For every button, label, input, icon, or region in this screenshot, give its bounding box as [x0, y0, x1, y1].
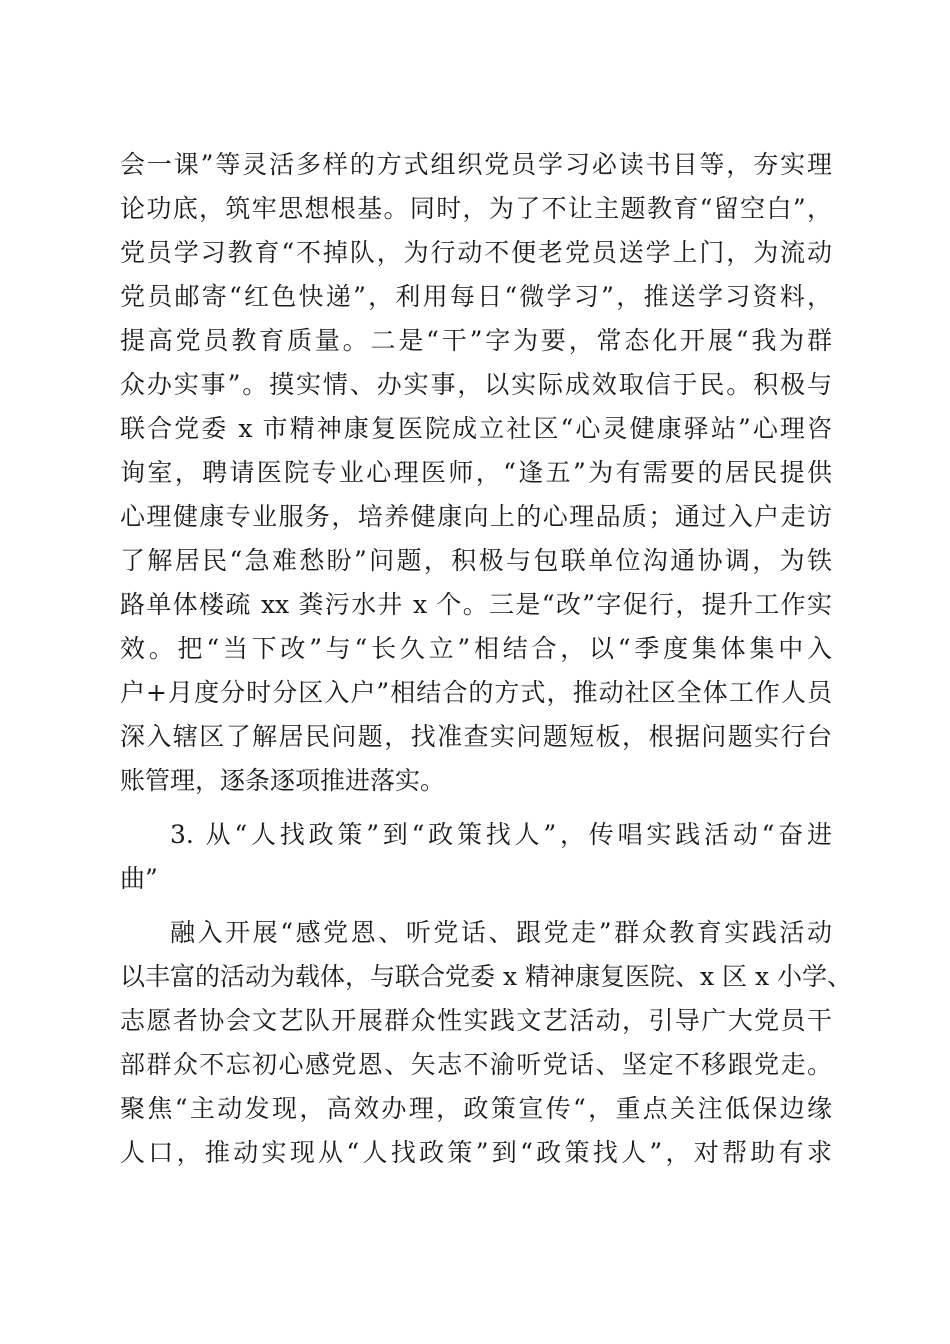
- body-text-line: 心理健康专业服务，培养健康向上的心理品质；通过入户走访: [120, 502, 832, 531]
- body-text-line: 会一课”等灵活多样的方式组织党员学习必读书目等，夯实理: [120, 150, 832, 179]
- body-text-line: 路单体楼疏 xx 粪污水井 x 个。三是“改”字促行，提升工作实: [120, 590, 832, 619]
- section-heading-line: 曲”: [120, 864, 158, 893]
- body-text-line: 聚焦“主动发现，高效办理，政策宣传“，重点关注低保边缘: [120, 1094, 832, 1123]
- body-text-line: 论功底，筑牢思想根基。同时，为了不让主题教育“留空白”，: [120, 194, 832, 223]
- body-text-line: 账管理，逐条逐项推进落实。: [120, 766, 446, 795]
- body-text-line: 询室，聘请医院专业心理医师，“逢五”为有需要的居民提供: [120, 458, 832, 487]
- body-text-line: 人口，推动实现从“人找政策”到“政策找人”，对帮助有求: [120, 1138, 832, 1167]
- body-text-line: 提高党员教育质量。二是“干”字为要，常态化开展“我为群: [120, 326, 832, 355]
- body-text-line: 深入辖区了解居民问题，找准查实问题短板，根据问题实行台: [120, 722, 832, 751]
- body-text-line: 联合党委 x 市精神康复医院成立社区“心灵健康驿站”心理咨: [120, 414, 832, 443]
- body-text-line: 党员学习教育“不掉队，为行动不便老党员送学上门，为流动: [120, 238, 832, 267]
- body-text-line: 效。把“当下改”与“长久立”相结合，以“季度集体集中入: [120, 634, 832, 663]
- body-text-line: 户+月度分时分区入户”相结合的方式，推动社区全体工作人员: [120, 678, 832, 707]
- body-text-line: 部群众不忘初心感党恩、矢志不渝听党话、坚定不移跟党走。: [120, 1050, 832, 1079]
- body-text-line: 了解居民“急难愁盼”问题，积极与包联单位沟通协调，为铁: [120, 546, 832, 575]
- body-text-line: 以丰富的活动为载体，与联合党委 x 精神康复医院、x 区 x 小学、: [120, 962, 853, 991]
- section-heading-line: 3. 从“人找政策”到“政策找人”，传唱实践活动“奋进: [170, 820, 832, 849]
- body-text-line: 志愿者协会文艺队开展群众性实践文艺活动，引导广大党员干: [120, 1006, 832, 1035]
- body-text-line: 党员邮寄“红色快递”，利用每日“微学习”，推送学习资料，: [120, 282, 832, 311]
- body-text-line: 融入开展“感党恩、听党话、跟党走”群众教育实践活动: [170, 918, 832, 947]
- body-text-line: 众办实事”。摸实情、办实事，以实际成效取信于民。积极与: [120, 370, 832, 399]
